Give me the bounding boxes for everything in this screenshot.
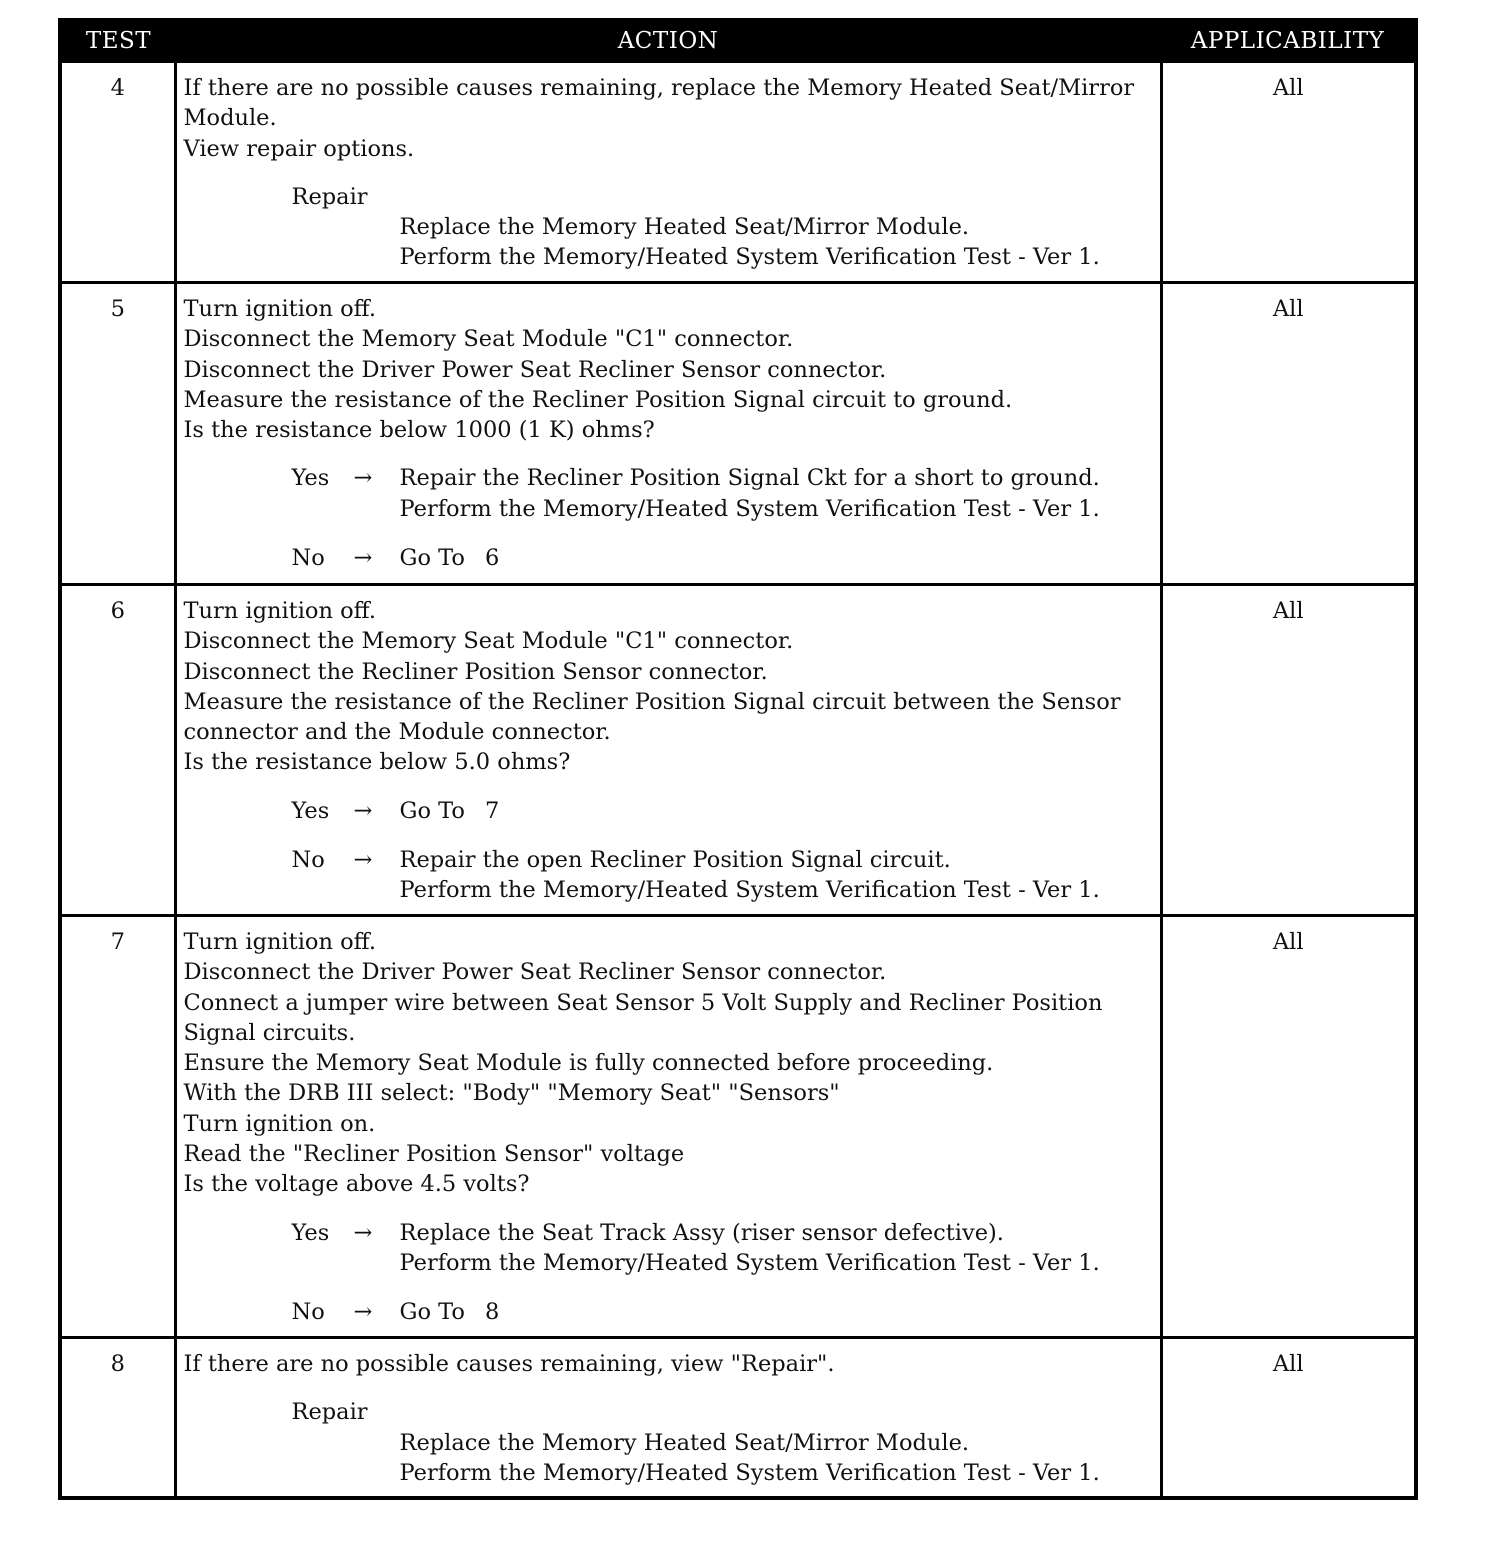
table-header-row	[60, 20, 1416, 62]
action-line: Turn ignition off.	[183, 929, 376, 955]
action-line: Is the resistance below 1000 (1 K) ohms?	[183, 417, 655, 444]
action-cell	[175, 1338, 1161, 1498]
action-cell	[175, 62, 1161, 283]
test-number: 8	[110, 1351, 125, 1377]
table-row	[60, 62, 1416, 283]
yes-result	[184, 1218, 1156, 1279]
applicability-value: All	[1272, 296, 1304, 322]
applicability-column-header: APPLICABILITY	[1161, 20, 1416, 62]
no-result	[184, 1297, 1156, 1327]
yes-label: Yes	[291, 1219, 330, 1246]
applicability-value: All	[1272, 598, 1304, 624]
goto-test-number: 6	[484, 545, 500, 572]
goto-text: Go To	[399, 1299, 465, 1326]
goto-text: Go To	[399, 797, 465, 824]
applicability-cell	[1161, 585, 1416, 916]
action-line: View repair options.	[183, 135, 415, 162]
right-arrow-icon: →	[353, 1299, 373, 1326]
no-label: No	[291, 545, 325, 572]
table-row	[60, 1338, 1416, 1498]
yes-label: Yes	[291, 797, 330, 824]
action-cell	[175, 283, 1161, 585]
action-line: Disconnect the Driver Power Seat Recliner Sensor connector.	[183, 356, 887, 383]
test-number: 5	[110, 296, 125, 322]
result-line: Repair the Recliner Position Signal Ckt for a short to ground.	[399, 465, 1100, 492]
applicability-cell	[1161, 916, 1416, 1338]
action-line: With the DRB III select: "Body" "Memory Seat" "Sensors"	[183, 1080, 840, 1107]
action-line: Is the voltage above 4.5 volts?	[183, 1171, 530, 1198]
test-number-cell	[60, 916, 175, 1338]
applicability-cell	[1161, 1338, 1416, 1498]
action-cell	[175, 585, 1161, 916]
no-result	[184, 543, 1156, 573]
applicability-value: All	[1272, 75, 1304, 101]
action-line: Measure the resistance of the Recliner Position Signal circuit between the Sensor	[183, 688, 1121, 715]
action-line: Disconnect the Memory Seat Module "C1" connector.	[183, 326, 794, 353]
table-row	[60, 585, 1416, 916]
diagnostic-test-table	[58, 18, 1418, 1500]
goto-test-number: 8	[484, 1299, 500, 1326]
table-row	[60, 283, 1416, 585]
action-line: Read the "Recliner Position Sensor" voltage	[183, 1141, 685, 1168]
result-line: Perform the Memory/Heated System Verification Test - Ver 1.	[399, 877, 1100, 904]
action-line: Turn ignition on.	[183, 1110, 376, 1137]
action-line: Disconnect the Driver Power Seat Recliner Sensor connector.	[183, 959, 887, 986]
no-label: No	[291, 1299, 325, 1326]
action-cell	[175, 916, 1161, 1338]
action-line: Measure the resistance of the Recliner Position Signal circuit to ground.	[183, 386, 1013, 413]
result-line: Perform the Memory/Heated System Verification Test - Ver 1.	[399, 1249, 1100, 1276]
action-line: If there are no possible causes remaining, replace the Memory Heated Seat/Mirror	[183, 75, 1135, 101]
action-line: Module.	[183, 105, 277, 132]
test-number: 6	[110, 598, 125, 624]
test-number-cell	[60, 1338, 175, 1498]
action-line: Ensure the Memory Seat Module is fully connected before proceeding.	[183, 1050, 994, 1077]
applicability-cell	[1161, 62, 1416, 283]
yes-result	[184, 463, 1156, 524]
action-line: Disconnect the Recliner Position Sensor connector.	[183, 658, 768, 685]
action-line: Connect a jumper wire between Seat Sensor 5 Volt Supply and Recliner Position	[183, 989, 1103, 1016]
repair-line: Replace the Memory Heated Seat/Mirror Module.	[399, 1429, 970, 1456]
right-arrow-icon: →	[353, 1219, 373, 1246]
repair-label: Repair	[291, 183, 368, 210]
right-arrow-icon: →	[353, 847, 373, 874]
test-number-cell	[60, 283, 175, 585]
no-label: No	[291, 847, 325, 874]
action-line: If there are no possible causes remaining, view "Repair".	[183, 1351, 835, 1377]
applicability-value: All	[1272, 1351, 1304, 1377]
repair-line: Perform the Memory/Heated System Verification Test - Ver 1.	[399, 1459, 1100, 1486]
action-line: Is the resistance below 5.0 ohms?	[183, 749, 571, 776]
action-line: Disconnect the Memory Seat Module "C1" connector.	[183, 628, 794, 655]
applicability-cell	[1161, 283, 1416, 585]
test-number: 7	[110, 929, 125, 955]
goto-test-number: 7	[484, 797, 500, 824]
right-arrow-icon: →	[353, 465, 373, 492]
yes-result	[184, 796, 1156, 826]
right-arrow-icon: →	[353, 797, 373, 824]
repair-label: Repair	[291, 1399, 368, 1426]
test-number: 4	[110, 75, 125, 101]
yes-label: Yes	[291, 465, 330, 492]
action-line: connector and the Module connector.	[183, 719, 611, 746]
goto-text: Go To	[399, 545, 465, 572]
repair-line: Perform the Memory/Heated System Verification Test - Ver 1.	[399, 244, 1100, 271]
test-number-cell	[60, 62, 175, 283]
action-line: Signal circuits.	[183, 1019, 356, 1046]
result-line: Perform the Memory/Heated System Verification Test - Ver 1.	[399, 495, 1100, 522]
result-line: Repair the open Recliner Position Signal circuit.	[399, 847, 951, 874]
result-line: Replace the Seat Track Assy (riser sensor defective).	[399, 1219, 1004, 1246]
test-number-cell	[60, 585, 175, 916]
right-arrow-icon: →	[353, 545, 373, 572]
table-row	[60, 916, 1416, 1338]
test-column-header: TEST	[60, 20, 175, 62]
action-line: Turn ignition off.	[183, 296, 376, 322]
no-result	[184, 845, 1156, 906]
action-column-header: ACTION	[175, 20, 1161, 62]
repair-line: Replace the Memory Heated Seat/Mirror Module.	[399, 214, 970, 241]
action-line: Turn ignition off.	[183, 598, 376, 624]
applicability-value: All	[1272, 929, 1304, 955]
